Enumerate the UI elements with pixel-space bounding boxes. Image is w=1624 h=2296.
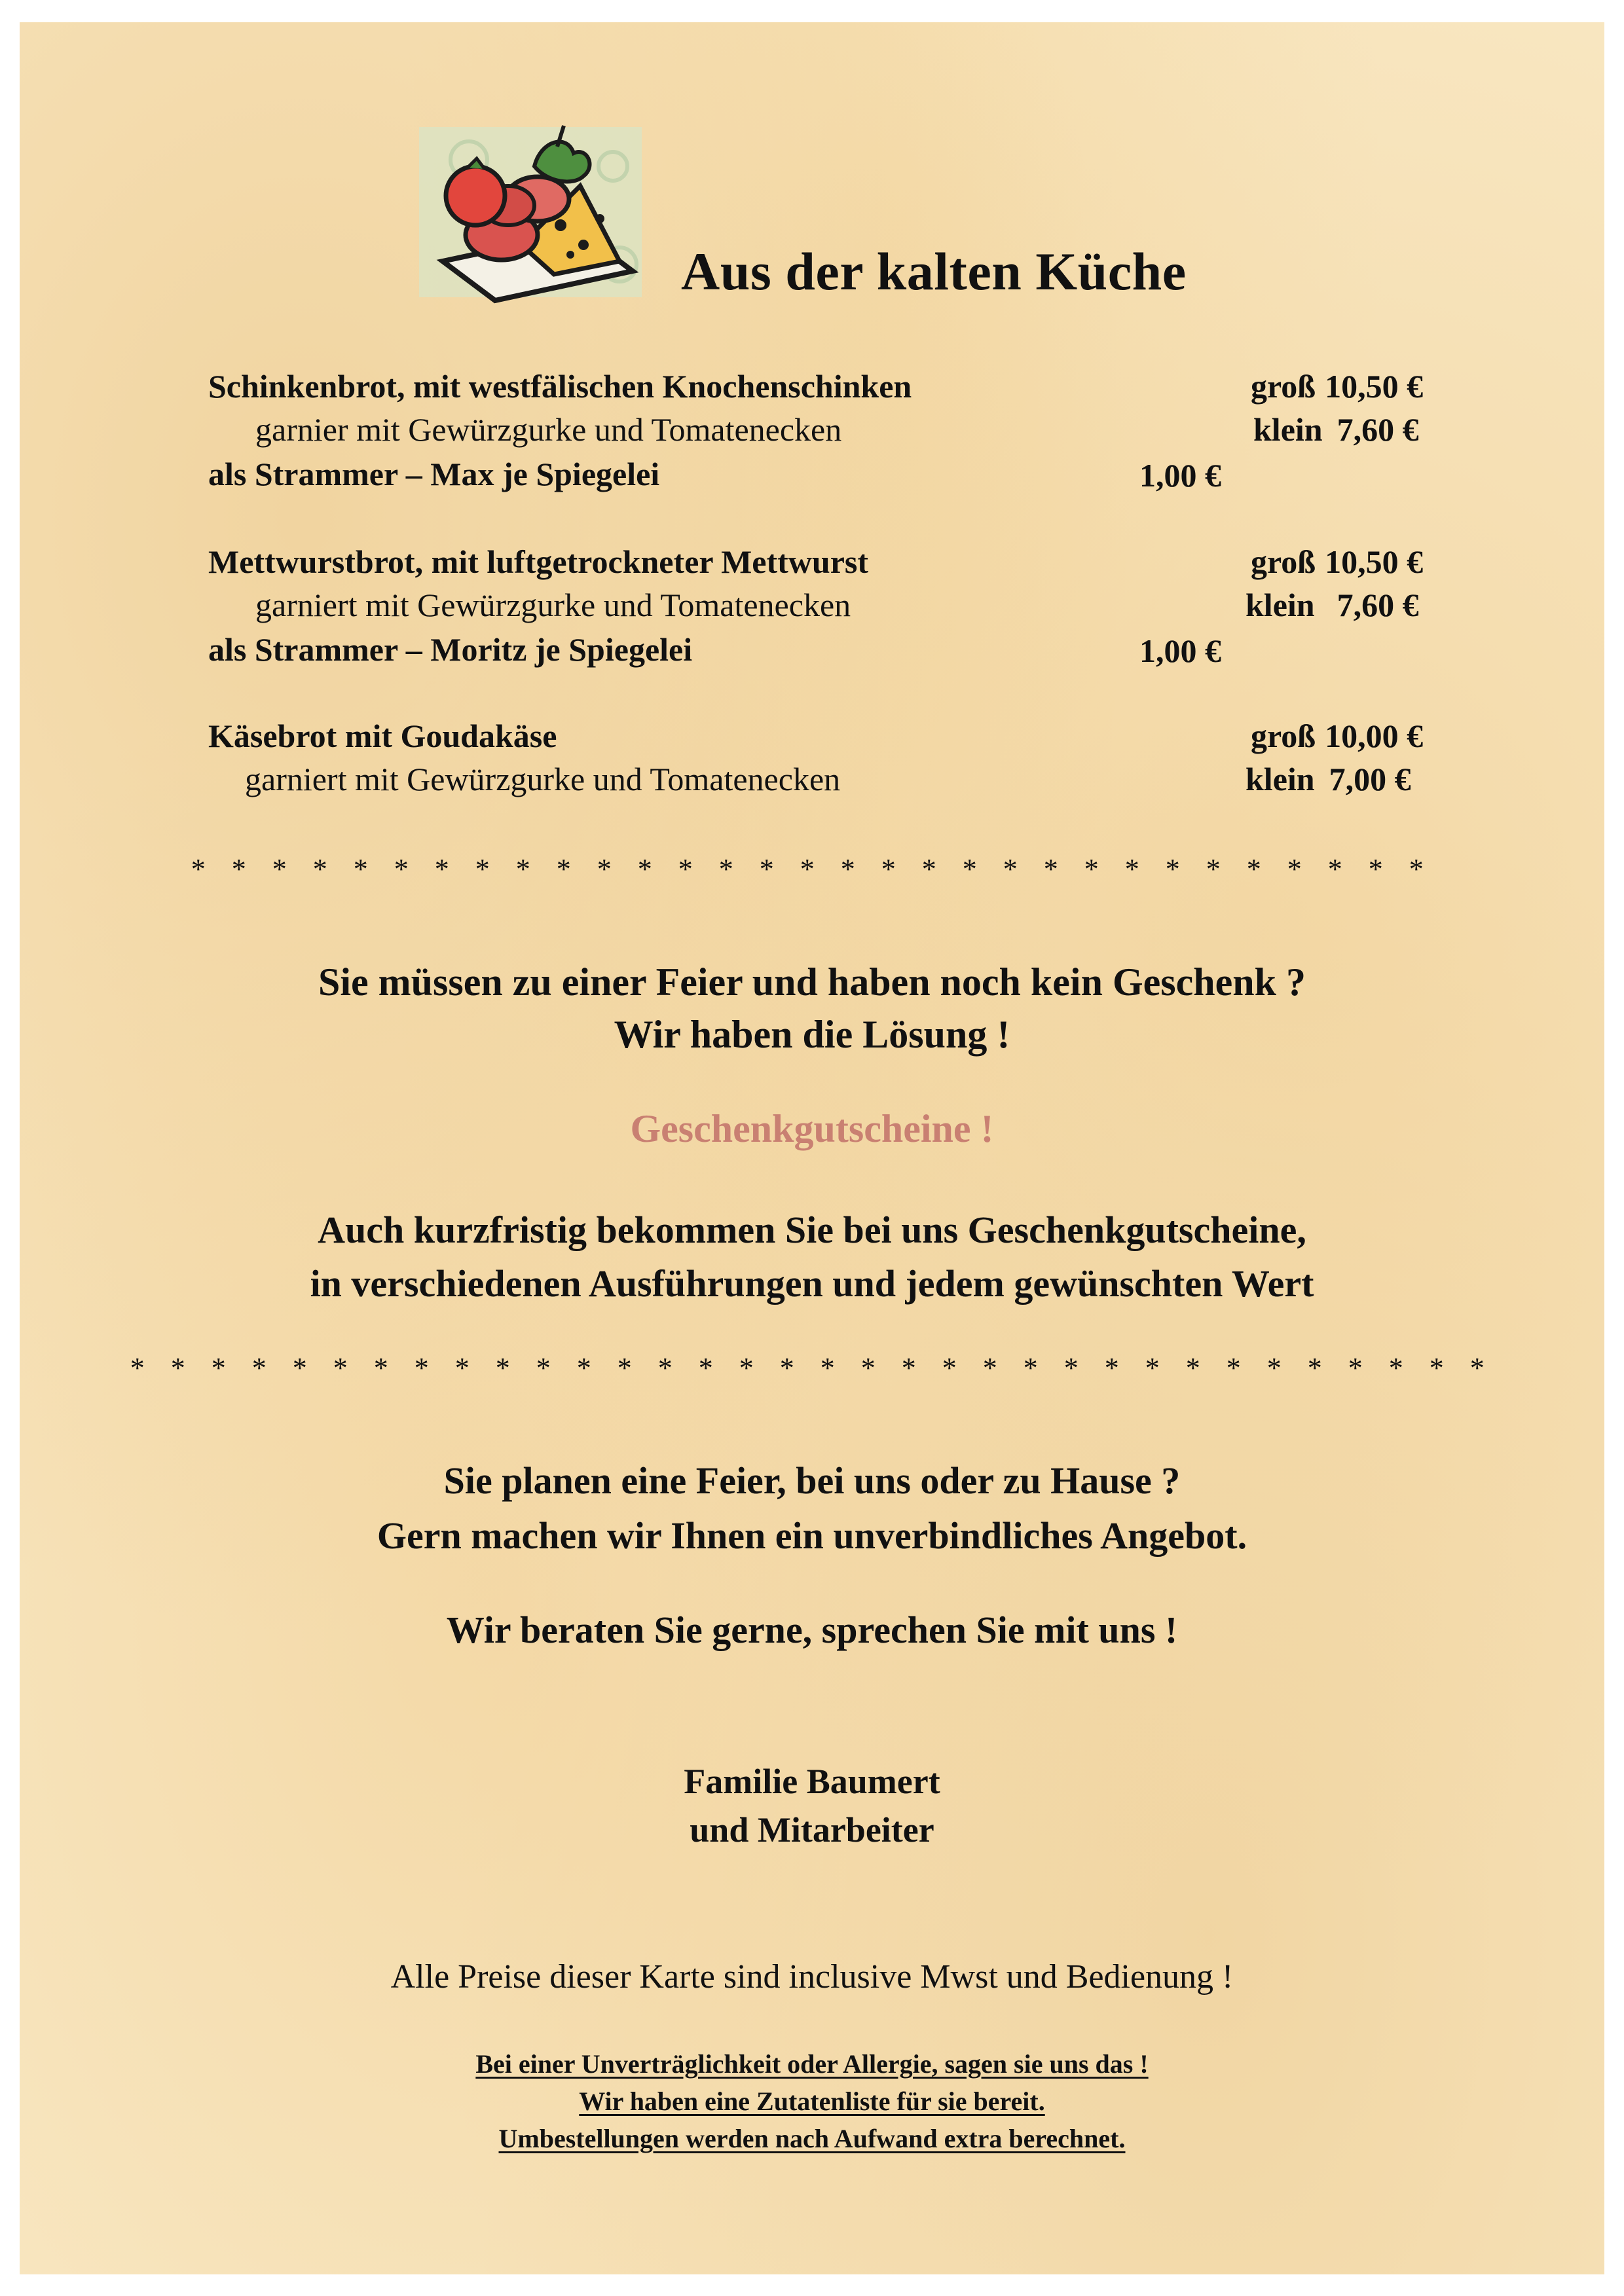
signature-line-1: Familie Baumert	[684, 1762, 940, 1801]
item-1-price-large	[1251, 367, 1423, 406]
allergy-note-2: Wir haben eine Zutatenliste für sie bereit.	[579, 2086, 1045, 2116]
price-note: Alle Preise dieser Karte sind inclusive Mwst und Bedienung !	[390, 1958, 1234, 1995]
item-1-strammer: als Strammer – Max je Spiegelei	[208, 456, 660, 492]
size-label: klein	[1246, 761, 1315, 797]
signature-block	[0, 1757, 1624, 1854]
gift-answer: Wir haben die Lösung !	[614, 1013, 1010, 1056]
gift-text-line-1: Auch kurzfristig bekommen Sie bei uns Geschenkgutscheine,	[318, 1209, 1306, 1251]
item-3-name: Käsebrot mit Goudakäse	[208, 718, 557, 754]
size-label: klein	[1253, 411, 1323, 448]
item-3-price-large	[1251, 716, 1423, 756]
price-value: 7,60 €	[1337, 587, 1419, 623]
price-value: 7,00 €	[1329, 761, 1411, 797]
price-value: 7,60 €	[1337, 411, 1419, 448]
gift-voucher-highlight: Geschenkgutscheine !	[630, 1107, 994, 1150]
item-2-strammer-price: 1,00 €	[1139, 632, 1221, 669]
item-2-strammer: als Strammer – Moritz je Spiegelei	[208, 631, 693, 668]
star-separator: * * * * * * * * * * * * * * * * * * * * * * * * * * * * * * *	[191, 853, 1433, 885]
page-title: Aus der kalten Küche	[681, 242, 1187, 301]
item-1-price-small	[1253, 410, 1419, 449]
gift-question: Sie müssen zu einer Feier und haben noch kein Geschenk ?	[318, 960, 1306, 1004]
gift-description-block	[0, 1203, 1624, 1311]
item-3-price-small	[1246, 759, 1411, 799]
party-offer-block	[0, 1453, 1624, 1563]
item-2-price-large	[1251, 542, 1423, 581]
party-line-3: Wir beraten Sie gerne, sprechen Sie mit uns !	[446, 1609, 1178, 1651]
gift-text-line-2: in verschiedenen Ausführungen und jedem gewünschten Wert	[310, 1262, 1314, 1305]
size-label: groß	[1251, 718, 1316, 754]
price-value: 10,50 €	[1325, 368, 1424, 405]
cold-platter-illustration-icon	[416, 120, 647, 305]
party-line-1: Sie planen eine Feier, bei uns oder zu Hause ?	[443, 1459, 1181, 1502]
party-line-2: Gern machen wir Ihnen ein unverbindliches Angebot.	[377, 1514, 1247, 1557]
star-separator: * * * * * * * * * * * * * * * * * * * * * * * * * * * * * * * * * *	[130, 1352, 1494, 1384]
price-value: 10,00 €	[1325, 718, 1424, 754]
allergy-note-1: Bei einer Unverträglichkeit oder Allergie, sagen sie uns das !	[475, 2049, 1149, 2079]
price-value: 10,50 €	[1325, 543, 1424, 580]
item-1-name: Schinkenbrot, mit westfälischen Knochenschinken	[208, 368, 912, 405]
item-2-name: Mettwurstbrot, mit luftgetrockneter Mettwurst	[208, 543, 869, 580]
item-1-description: garnier mit Gewürzgurke und Tomatenecken	[255, 411, 842, 448]
signature-line-2: und Mitarbeiter	[690, 1810, 934, 1850]
item-2-price-small	[1246, 585, 1419, 625]
item-2-description: garniert mit Gewürzgurke und Tomatenecken	[255, 587, 851, 623]
size-label: groß	[1251, 543, 1316, 580]
item-1-strammer-price: 1,00 €	[1139, 457, 1221, 494]
gift-question-block	[0, 956, 1624, 1061]
size-label: klein	[1246, 587, 1315, 623]
allergy-notes	[0, 2045, 1624, 2157]
item-3-description: garniert mit Gewürzgurke und Tomatenecken	[245, 761, 841, 797]
allergy-note-3: Umbestellungen werden nach Aufwand extra berechnet.	[498, 2124, 1126, 2153]
size-label: groß	[1251, 368, 1316, 405]
